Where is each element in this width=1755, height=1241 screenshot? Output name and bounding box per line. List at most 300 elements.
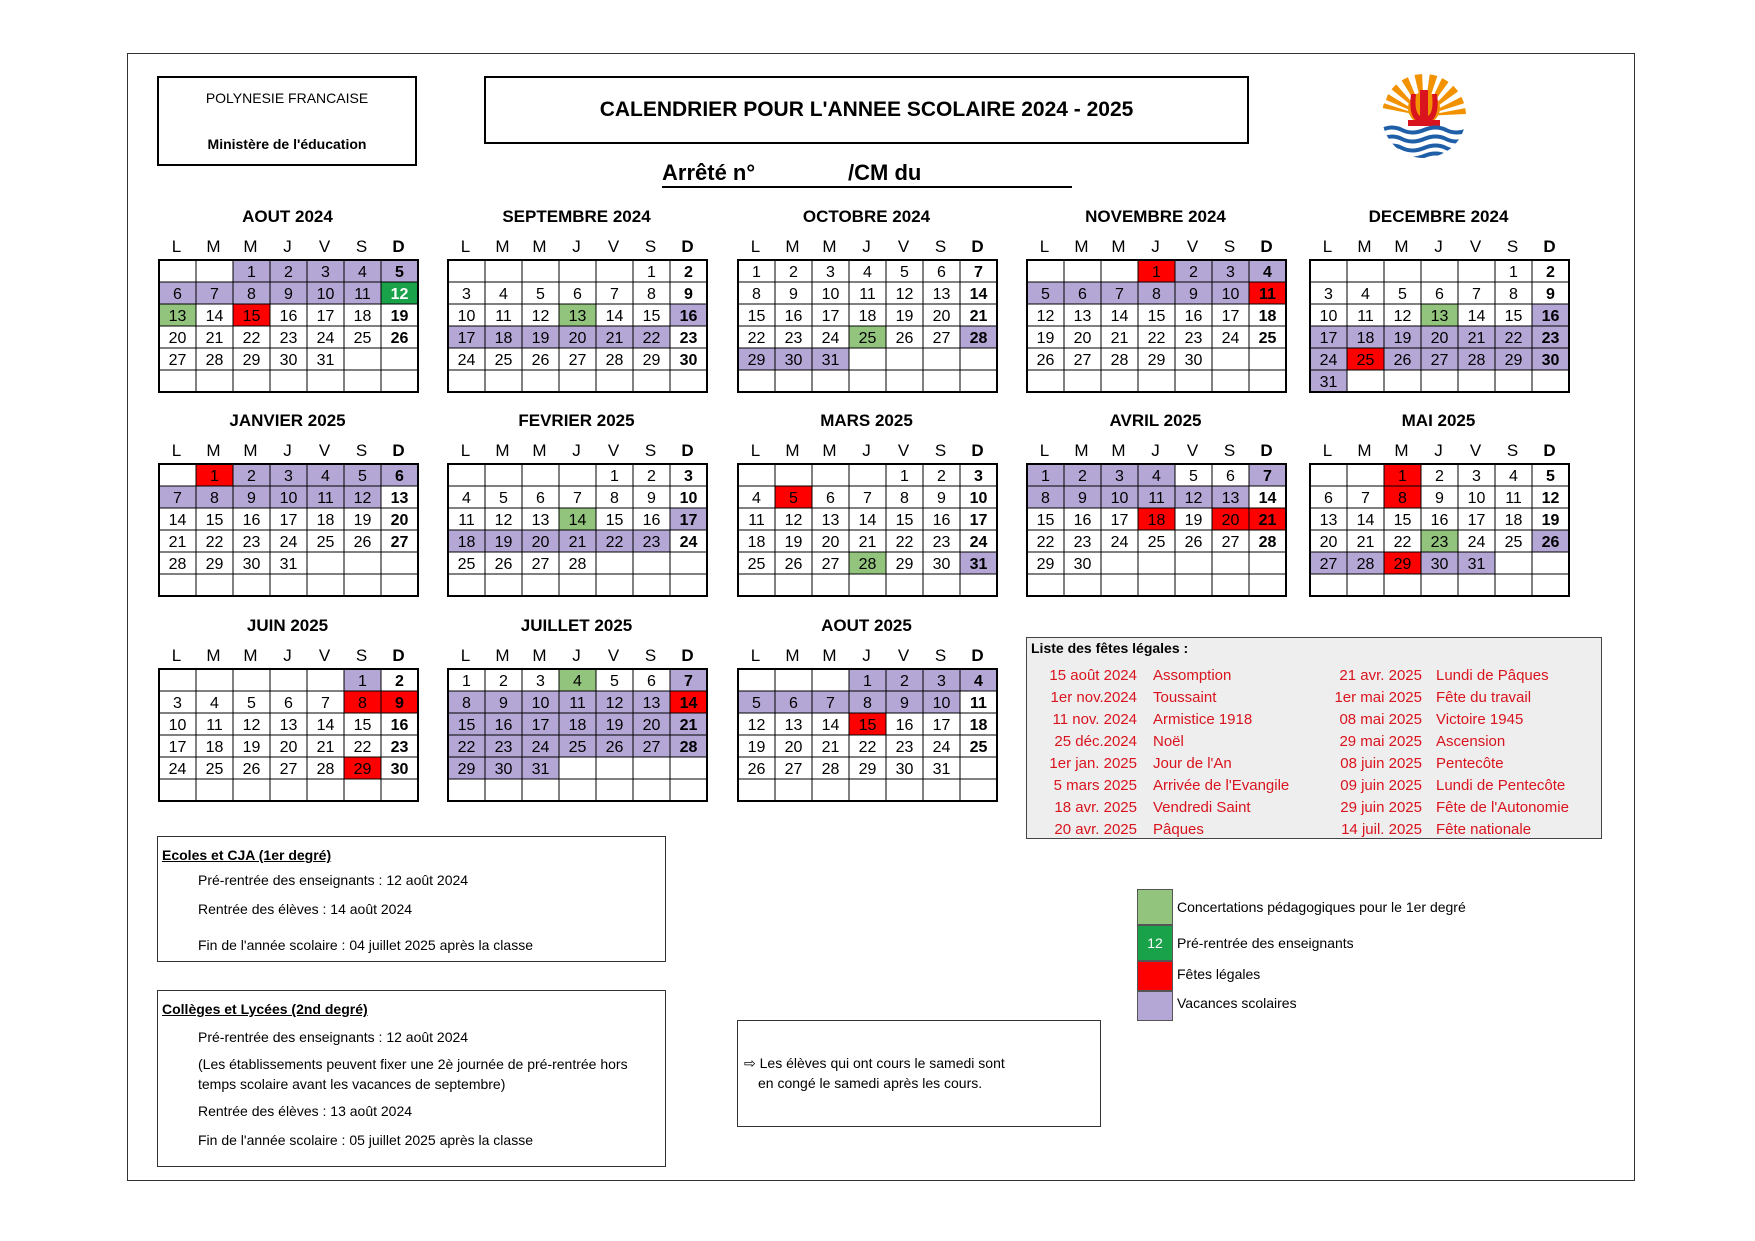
day-cell (381, 348, 418, 370)
day-number: 10 (821, 286, 840, 303)
day-cell (1138, 370, 1175, 392)
day-number: 5 (610, 673, 619, 690)
legend-label-prerentree: Pré-rentrée des enseignants (1177, 935, 1354, 951)
day-cell (1138, 552, 1175, 574)
day-number: 16 (895, 717, 914, 734)
day-number: 3 (536, 673, 545, 690)
day-cell (522, 574, 559, 596)
day-cell (1027, 574, 1064, 596)
day-number: 17 (821, 308, 840, 325)
day-header: M (785, 441, 800, 460)
day-number: 3 (684, 468, 693, 485)
day-number: 10 (168, 717, 187, 734)
day-number: 2 (1435, 468, 1444, 485)
day-number: 29 (747, 352, 766, 369)
day-number: 23 (784, 330, 803, 347)
day-cell (1175, 574, 1212, 596)
day-header: M (1074, 441, 1089, 460)
day-number: 1 (610, 468, 619, 485)
day-number: 8 (358, 695, 367, 712)
month-name: JUILLET 2025 (520, 616, 633, 635)
day-number: 7 (210, 286, 219, 303)
day-header: V (318, 237, 331, 256)
day-number: 29 (1393, 556, 1412, 573)
fete-date: 1er mai 2025 (1334, 689, 1422, 706)
day-number: 13 (1073, 308, 1092, 325)
day-header: J (862, 237, 871, 256)
day-header: V (318, 646, 331, 665)
month-name: FEVRIER 2025 (518, 411, 635, 430)
day-cell (1495, 370, 1532, 392)
day-cell (812, 779, 849, 801)
day-cell (307, 779, 344, 801)
day-cell (1175, 370, 1212, 392)
day-cell (1384, 574, 1421, 596)
day-header: D (971, 646, 984, 665)
day-header: M (495, 237, 510, 256)
day-cell (596, 552, 633, 574)
day-cell (448, 260, 485, 282)
day-header: M (206, 646, 221, 665)
day-number: 28 (316, 761, 335, 778)
day-number: 19 (747, 739, 766, 756)
fete-name: Vendredi Saint (1153, 799, 1251, 816)
day-number: 13 (531, 512, 550, 529)
day-number: 8 (1509, 286, 1518, 303)
day-cell (1421, 574, 1458, 596)
day-number: 9 (1189, 286, 1198, 303)
day-number: 30 (784, 352, 803, 369)
day-headers (737, 441, 996, 463)
day-cell (485, 464, 522, 486)
fete-name: Toussaint (1153, 689, 1217, 706)
fete-name: Victoire 1945 (1436, 711, 1524, 728)
ecoles-prerentree: Pré-rentrée des enseignants : 12 août 2024 (198, 872, 469, 888)
day-header: J (1151, 237, 1160, 256)
day-number: 17 (679, 512, 698, 529)
day-number: 2 (1546, 264, 1555, 281)
day-header: V (1469, 237, 1482, 256)
day-cell (485, 370, 522, 392)
day-header: M (532, 441, 547, 460)
day-cell (923, 370, 960, 392)
day-number: 31 (821, 352, 840, 369)
day-number: 7 (1263, 468, 1272, 485)
day-number: 6 (1226, 468, 1235, 485)
legend-label-concertation: Concertations pédagogiques pour le 1er degré (1177, 899, 1466, 915)
day-cell (344, 779, 381, 801)
day-header: V (897, 441, 910, 460)
day-number: 23 (1184, 330, 1203, 347)
day-number: 27 (1430, 352, 1449, 369)
day-number: 10 (1221, 286, 1240, 303)
day-number: 6 (1324, 490, 1333, 507)
day-number: 19 (1036, 330, 1055, 347)
day-number: 5 (1041, 286, 1050, 303)
day-number: 15 (1504, 308, 1523, 325)
day-cell (485, 779, 522, 801)
day-header: L (750, 441, 761, 460)
day-header: M (1394, 237, 1409, 256)
day-number: 15 (1147, 308, 1166, 325)
day-number: 15 (642, 308, 661, 325)
day-number: 6 (395, 468, 404, 485)
day-header: L (1039, 237, 1050, 256)
day-number: 19 (531, 330, 550, 347)
day-number: 24 (1467, 534, 1486, 551)
month-name: AOUT 2025 (821, 616, 912, 635)
day-cell (670, 757, 707, 779)
day-number: 10 (969, 490, 988, 507)
day-number: 21 (1467, 330, 1486, 347)
day-number: 21 (1356, 534, 1375, 551)
fete-name: Lundi de Pentecôte (1436, 777, 1566, 794)
day-number: 6 (173, 286, 182, 303)
day-number: 27 (642, 739, 661, 756)
month-name: AVRIL 2025 (1109, 411, 1202, 430)
note-line-2: en congé le samedi après les cours. (758, 1075, 983, 1091)
day-number: 2 (789, 264, 798, 281)
day-number: 3 (937, 673, 946, 690)
day-number: 31 (279, 556, 298, 573)
legend-swatch-vacances (1137, 991, 1173, 1021)
day-cell (196, 669, 233, 691)
day-number: 3 (284, 468, 293, 485)
fete-name: Jour de l'An (1153, 755, 1232, 772)
day-number: 1 (1152, 264, 1161, 281)
day-number: 19 (605, 717, 624, 734)
day-number: 1 (247, 264, 256, 281)
arrete-line (662, 160, 1072, 188)
day-number: 30 (390, 761, 409, 778)
day-number: 26 (784, 556, 803, 573)
day-number: 29 (1504, 352, 1523, 369)
day-cell (307, 370, 344, 392)
day-number: 21 (1110, 330, 1129, 347)
day-number: 19 (390, 308, 409, 325)
fete-date: 15 août 2024 (1049, 667, 1137, 684)
month-days-grid (447, 463, 708, 597)
day-number: 26 (1541, 534, 1560, 551)
day-number: 6 (789, 695, 798, 712)
day-cell (1138, 574, 1175, 596)
fete-date: 25 déc.2024 (1054, 733, 1137, 750)
day-number: 20 (642, 717, 661, 734)
day-number: 3 (1226, 264, 1235, 281)
day-number: 20 (821, 534, 840, 551)
day-cell (1212, 552, 1249, 574)
day-header: L (460, 441, 471, 460)
day-number: 20 (531, 534, 550, 551)
day-number: 11 (1357, 308, 1374, 325)
day-number: 22 (205, 534, 224, 551)
day-number: 14 (316, 717, 335, 734)
day-number: 3 (1115, 468, 1124, 485)
month-name: DECEMBRE 2024 (1368, 207, 1509, 226)
day-number: 13 (1221, 490, 1240, 507)
day-number: 4 (358, 264, 367, 281)
fete-date: 08 mai 2025 (1339, 711, 1422, 728)
day-cell (1249, 348, 1286, 370)
day-number: 27 (1319, 556, 1338, 573)
day-number: 7 (974, 264, 983, 281)
day-number: 13 (1319, 512, 1338, 529)
day-header: V (897, 237, 910, 256)
day-number: 18 (1147, 512, 1166, 529)
day-header: S (1506, 237, 1519, 256)
note-line-1: ⇨ Les élèves qui ont cours le samedi sont (744, 1055, 1005, 1071)
day-header: V (1186, 441, 1199, 460)
day-cell (886, 348, 923, 370)
day-cell (670, 779, 707, 801)
month-days-grid (447, 668, 708, 802)
day-number: 4 (573, 673, 582, 690)
day-number: 7 (1115, 286, 1124, 303)
day-number: 18 (494, 330, 513, 347)
day-number: 19 (895, 308, 914, 325)
day-cell (381, 779, 418, 801)
day-cell (159, 779, 196, 801)
page-title: CALENDRIER POUR L'ANNEE SCOLAIRE 2024 - 2025 (484, 76, 1249, 144)
day-header: L (171, 441, 182, 460)
day-cell (738, 669, 775, 691)
day-number: 22 (1147, 330, 1166, 347)
day-headers (1309, 441, 1568, 463)
month-name: SEPTEMBRE 2024 (502, 207, 651, 226)
day-number: 11 (1148, 490, 1165, 507)
day-number: 15 (895, 512, 914, 529)
month-name: JANVIER 2025 (229, 411, 346, 430)
day-cell (159, 669, 196, 691)
day-number: 7 (173, 490, 182, 507)
day-cell (344, 370, 381, 392)
day-number: 27 (279, 761, 298, 778)
fete-date: 1er jan. 2025 (1049, 755, 1137, 772)
day-header: D (1260, 441, 1273, 460)
day-number: 4 (752, 490, 761, 507)
day-cell (923, 779, 960, 801)
day-number: 25 (568, 739, 587, 756)
day-number: 29 (242, 352, 261, 369)
day-number: 23 (390, 739, 409, 756)
day-cell (344, 552, 381, 574)
day-cell (1421, 370, 1458, 392)
day-number: 3 (462, 286, 471, 303)
day-cell (738, 370, 775, 392)
org-name: POLYNESIE FRANCAISE (205, 90, 369, 106)
day-header: V (607, 441, 620, 460)
day-cell (775, 464, 812, 486)
day-number: 8 (1041, 490, 1050, 507)
day-headers (1309, 237, 1568, 259)
day-number: 7 (863, 490, 872, 507)
fete-date: 29 mai 2025 (1339, 733, 1422, 750)
day-number: 19 (1393, 330, 1412, 347)
day-number: 21 (205, 330, 224, 347)
day-cell (270, 370, 307, 392)
day-number: 1 (210, 468, 219, 485)
day-cell (485, 260, 522, 282)
day-cell (1347, 574, 1384, 596)
day-number: 23 (494, 739, 513, 756)
day-number: 31 (531, 761, 550, 778)
day-number: 12 (390, 286, 409, 303)
fete-name: Pâques (1153, 821, 1204, 838)
day-number: 26 (747, 761, 766, 778)
day-number: 2 (937, 468, 946, 485)
day-header: D (392, 646, 405, 665)
day-number: 8 (610, 490, 619, 507)
day-number: 5 (395, 264, 404, 281)
day-number: 18 (205, 739, 224, 756)
day-number: 5 (1189, 468, 1198, 485)
day-number: 9 (900, 695, 909, 712)
day-number: 14 (568, 512, 587, 529)
day-number: 25 (494, 352, 513, 369)
day-number: 5 (752, 695, 761, 712)
day-header: D (681, 646, 694, 665)
day-header: M (1111, 237, 1126, 256)
day-number: 18 (1258, 308, 1277, 325)
day-cell (1532, 574, 1569, 596)
day-number: 12 (605, 695, 624, 712)
day-header: L (1322, 441, 1333, 460)
day-cell (1175, 552, 1212, 574)
day-number: 23 (279, 330, 298, 347)
day-number: 4 (1361, 286, 1370, 303)
day-number: 21 (1258, 512, 1277, 529)
day-number: 5 (247, 695, 256, 712)
day-number: 5 (358, 468, 367, 485)
day-number: 14 (605, 308, 624, 325)
legend-swatch-prerentree: 12 (1137, 925, 1173, 961)
fete-date: 11 nov. 2024 (1052, 711, 1137, 728)
day-number: 24 (279, 534, 298, 551)
day-number: 11 (1259, 286, 1276, 303)
day-cell (559, 464, 596, 486)
day-number: 24 (1110, 534, 1129, 551)
day-header: M (532, 646, 547, 665)
day-header: S (355, 441, 368, 460)
day-number: 23 (679, 330, 698, 347)
day-number: 21 (858, 534, 877, 551)
month-days-grid (737, 259, 998, 393)
day-number: 18 (568, 717, 587, 734)
day-header: D (392, 237, 405, 256)
day-number: 26 (1393, 352, 1412, 369)
day-number: 27 (1073, 352, 1092, 369)
day-cell (1027, 370, 1064, 392)
day-cell (344, 574, 381, 596)
day-cell (849, 464, 886, 486)
day-cell (1101, 574, 1138, 596)
day-number: 5 (900, 264, 909, 281)
day-number: 9 (395, 695, 404, 712)
day-cell (775, 779, 812, 801)
day-header: S (934, 237, 947, 256)
day-cell (196, 260, 233, 282)
day-cell (670, 574, 707, 596)
day-cell (1384, 370, 1421, 392)
day-number: 28 (1110, 352, 1129, 369)
day-number: 22 (1393, 534, 1412, 551)
day-number: 12 (494, 512, 513, 529)
day-cell (849, 348, 886, 370)
day-number: 12 (353, 490, 372, 507)
day-number: 13 (784, 717, 803, 734)
day-number: 22 (353, 739, 372, 756)
day-cell (559, 757, 596, 779)
day-number: 9 (499, 695, 508, 712)
day-number: 13 (932, 286, 951, 303)
day-cell (960, 574, 997, 596)
day-number: 17 (457, 330, 476, 347)
day-number: 25 (457, 556, 476, 573)
day-cell (307, 669, 344, 691)
day-number: 8 (752, 286, 761, 303)
day-header: J (572, 441, 581, 460)
day-number: 12 (1036, 308, 1055, 325)
day-headers (737, 646, 996, 668)
day-number: 21 (605, 330, 624, 347)
day-header: L (171, 237, 182, 256)
day-header: S (934, 646, 947, 665)
day-number: 20 (279, 739, 298, 756)
day-number: 24 (932, 739, 951, 756)
month-name: JUIN 2025 (246, 616, 329, 635)
day-header: M (822, 441, 837, 460)
day-number: 27 (932, 330, 951, 347)
day-number: 11 (317, 490, 334, 507)
day-number: 4 (321, 468, 330, 485)
day-number: 31 (1319, 374, 1338, 391)
day-number: 28 (1258, 534, 1277, 551)
day-number: 1 (462, 673, 471, 690)
day-header: J (283, 646, 292, 665)
day-number: 30 (279, 352, 298, 369)
day-number: 24 (821, 330, 840, 347)
day-number: 21 (568, 534, 587, 551)
day-number: 12 (1184, 490, 1203, 507)
day-number: 23 (1073, 534, 1092, 551)
day-cell (1495, 574, 1532, 596)
day-cell (633, 552, 670, 574)
day-header: S (355, 237, 368, 256)
day-cell (559, 574, 596, 596)
day-number: 29 (642, 352, 661, 369)
day-number: 16 (1184, 308, 1203, 325)
day-number: 12 (747, 717, 766, 734)
day-number: 24 (1221, 330, 1240, 347)
day-number: 8 (462, 695, 471, 712)
day-number: 13 (821, 512, 840, 529)
day-number: 24 (1319, 352, 1338, 369)
day-cell (596, 574, 633, 596)
day-number: 2 (1189, 264, 1198, 281)
day-number: 8 (863, 695, 872, 712)
day-header: S (644, 646, 657, 665)
day-header: J (1151, 441, 1160, 460)
month-days-grid (158, 463, 419, 597)
day-number: 6 (937, 264, 946, 281)
day-header: L (171, 646, 182, 665)
day-number: 30 (1073, 556, 1092, 573)
day-header: V (1469, 441, 1482, 460)
day-number: 20 (932, 308, 951, 325)
day-header: S (644, 237, 657, 256)
day-number: 27 (568, 352, 587, 369)
day-number: 26 (494, 556, 513, 573)
